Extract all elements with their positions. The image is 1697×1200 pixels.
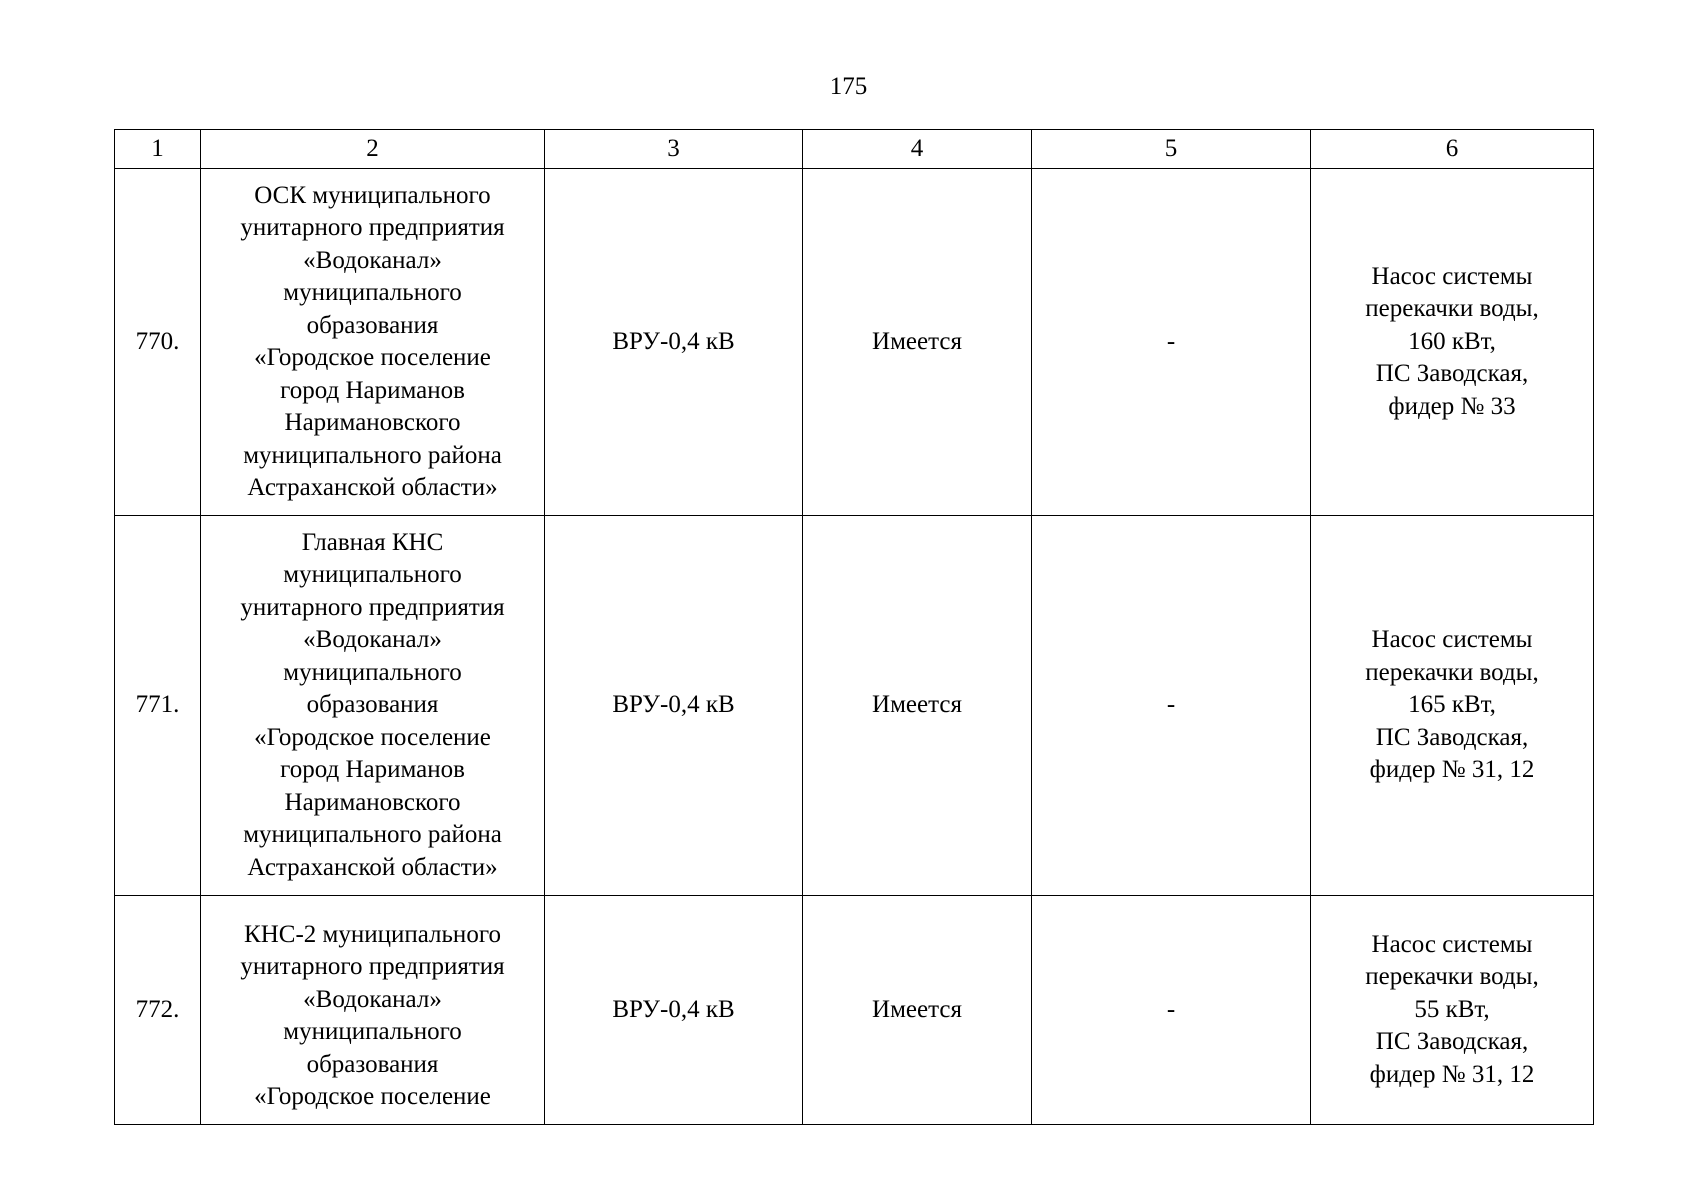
availability-status: Имеется (803, 516, 1032, 896)
column-header-5: 5 (1032, 130, 1311, 169)
table-row (115, 516, 1594, 896)
column-header-6: 6 (1311, 130, 1594, 169)
equipment-note: Насос системы перекачки воды, 55 кВт, ПС Заводская, фидер № 31, 12 (1311, 896, 1594, 1125)
availability-status: Имеется (803, 896, 1032, 1125)
table-row (115, 169, 1594, 516)
column-5-value: - (1032, 169, 1311, 516)
equipment-note: Насос системы перекачки воды, 165 кВт, ПС Заводская, фидер № 31, 12 (1311, 516, 1594, 896)
device-type: ВРУ-0,4 кВ (545, 896, 803, 1125)
equipment-note: Насос системы перекачки воды, 160 кВт, ПС Заводская, фидер № 33 (1311, 169, 1594, 516)
object-name: Главная КНС муниципального унитарного предприятия «Водоканал» муниципального образования «Городское поселение город Нариманов Наримановского муниципального района Астраханской области» (201, 516, 545, 896)
device-type: ВРУ-0,4 кВ (545, 516, 803, 896)
object-name: ОСК муниципального унитарного предприятия «Водоканал» муниципального образования «Городское поселение город Нариманов Наримановского муниципального района Астраханской области» (201, 169, 545, 516)
column-header-4: 4 (803, 130, 1032, 169)
row-number: 771. (115, 516, 201, 896)
table-row (115, 896, 1594, 1125)
column-5-value: - (1032, 896, 1311, 1125)
data-table (114, 129, 1594, 1125)
row-number: 770. (115, 169, 201, 516)
column-header-1: 1 (115, 130, 201, 169)
column-header-3: 3 (545, 130, 803, 169)
device-type: ВРУ-0,4 кВ (545, 169, 803, 516)
column-header-2: 2 (201, 130, 545, 169)
row-number: 772. (115, 896, 201, 1125)
object-name: КНС-2 муниципального унитарного предприятия «Водоканал» муниципального образования «Городское поселение (201, 896, 545, 1125)
availability-status: Имеется (803, 169, 1032, 516)
column-5-value: - (1032, 516, 1311, 896)
page-number: 175 (829, 73, 868, 100)
table-header-row (115, 130, 1594, 169)
